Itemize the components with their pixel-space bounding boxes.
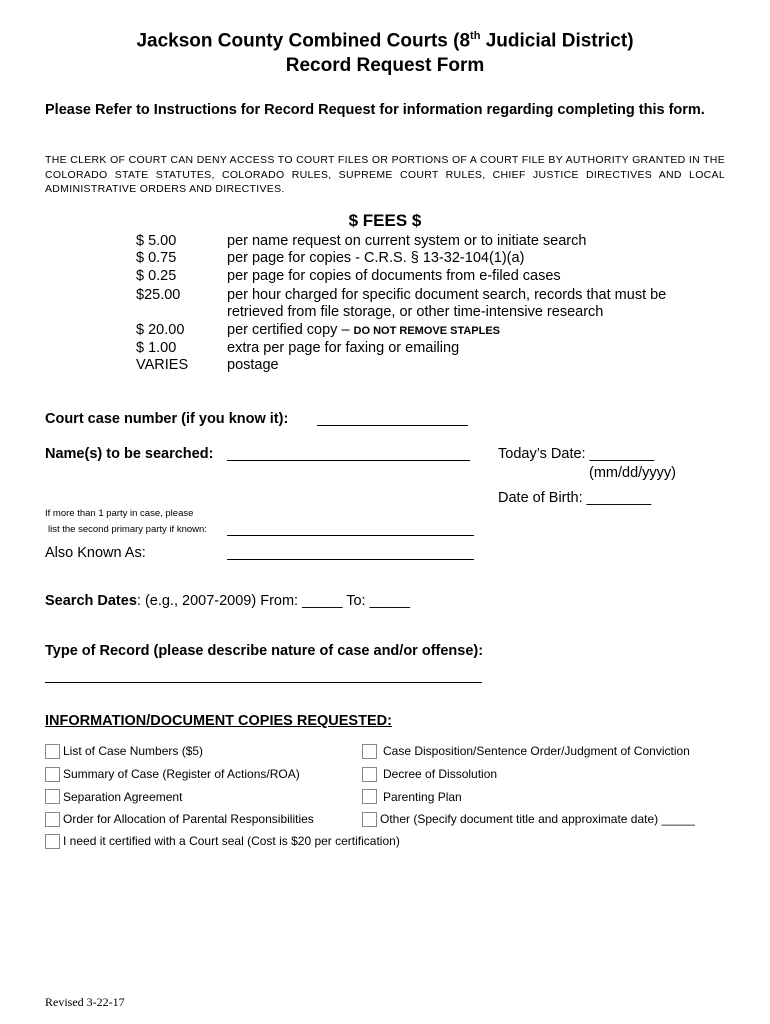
date-format-hint: (mm/dd/yyyy)	[589, 465, 676, 481]
revision-date: Revised 3-22-17	[45, 995, 125, 1009]
checkbox-label: Case Disposition/Sentence Order/Judgment of Conviction	[383, 744, 690, 758]
case-number-label: Court case number (if you know it):	[45, 411, 289, 427]
checkbox-separation-agreement[interactable]	[45, 789, 60, 804]
copies-requested-heading: INFORMATION/DOCUMENT COPIES REQUESTED:	[45, 713, 392, 729]
fee-amount: $ 0.75	[136, 250, 177, 266]
case-number-field[interactable]	[317, 425, 468, 426]
fee-amount: $ 5.00	[136, 233, 177, 249]
search-dates-row[interactable]	[45, 593, 410, 609]
checkbox-label: Other (Specify document title and approximate date) _____	[380, 812, 695, 826]
staples-warning: DO NOT REMOVE STAPLES	[353, 325, 501, 337]
fee-description-text: per certified copy –	[227, 322, 354, 338]
search-dates-label: Search Dates	[45, 593, 137, 609]
form-title-line2: Record Request Form	[285, 55, 485, 76]
date-of-birth-label[interactable]: Date of Birth: ________	[498, 490, 652, 506]
checkbox-parental-responsibilities[interactable]	[45, 812, 60, 827]
fee-description	[227, 322, 500, 338]
checkbox-label: Summary of Case (Register of Actions/ROA)	[63, 767, 300, 781]
checkbox-label: Decree of Dissolution	[383, 767, 498, 781]
checkbox-label: Separation Agreement	[63, 790, 183, 804]
fee-description: per page for copies of documents from e-filed cases	[227, 268, 561, 284]
fee-amount: $25.00	[136, 287, 181, 303]
checkbox-summary-of-case[interactable]	[45, 767, 60, 782]
checkbox-label: Order for Allocation of Parental Responsibilities	[63, 812, 314, 826]
names-field[interactable]	[227, 460, 470, 461]
fees-heading: $ FEES $	[348, 211, 422, 230]
instructions-note: Please Refer to Instructions for Record Request for information regarding completing this form.	[45, 102, 705, 118]
second-party-note-line1: If more than 1 party in case, please	[45, 508, 194, 519]
type-of-record-label: Type of Record (please describe nature of case and/or offense):	[45, 643, 484, 659]
form-title-line1	[0, 30, 770, 52]
fee-description: per page for copies - C.R.S. § 13-32-104(1)(a)	[227, 250, 525, 266]
second-party-note-line2: list the second primary party if known:	[48, 524, 207, 535]
fee-description-continued: retrieved from file storage, or other time-intensive research	[227, 304, 604, 320]
fee-description: per hour charged for specific document search, records that must be	[227, 287, 667, 303]
fee-amount: VARIES	[136, 357, 189, 373]
checkbox-decree-of-dissolution[interactable]	[362, 767, 377, 782]
fee-amount: $ 1.00	[136, 340, 177, 356]
checkbox-case-numbers[interactable]	[45, 744, 60, 759]
fee-description: per name request on current system or to initiate search	[227, 233, 587, 249]
fee-description: extra per page for faxing or emailing	[227, 340, 460, 356]
title-text-end: Judicial District)	[480, 30, 634, 52]
todays-date-label[interactable]: Today’s Date: ________	[498, 446, 655, 462]
title-text: Jackson County Combined Courts (8	[136, 30, 471, 52]
names-label: Name(s) to be searched:	[45, 446, 214, 462]
fee-amount: $ 20.00	[136, 322, 185, 338]
fee-amount: $ 0.25	[136, 268, 177, 284]
checkbox-label: I need it certified with a Court seal (Cost is $20 per certification)	[63, 834, 400, 848]
fee-description: postage	[227, 357, 279, 373]
checkbox-case-disposition[interactable]	[362, 744, 377, 759]
search-dates-range: : (e.g., 2007-2009) From: _____ To: _____	[136, 593, 410, 609]
second-party-field[interactable]	[227, 535, 474, 536]
title-superscript: th	[470, 30, 481, 42]
checkbox-label: Parenting Plan	[383, 790, 462, 804]
checkbox-parenting-plan[interactable]	[362, 789, 377, 804]
checkbox-certified[interactable]	[45, 834, 60, 849]
clerk-notice: THE CLERK OF COURT CAN DENY ACCESS TO COURT FILES OR PORTIONS OF A COURT FILE BY AUTHORITY GRANTED IN THE COLORADO STATE STATUTES, COLORADO RULES, SUPREME COURT RULES, CHIEF JUSTICE DIRECTIVES AND LOCAL ADMINISTRATIVE ORDERS AND DIRECTIVES.	[45, 154, 725, 195]
also-known-as-field[interactable]	[227, 559, 474, 560]
checkbox-other[interactable]	[362, 812, 377, 827]
also-known-as-label: Also Known As:	[45, 545, 146, 561]
type-of-record-field[interactable]	[45, 682, 482, 683]
checkbox-label: List of Case Numbers ($5)	[63, 744, 204, 758]
